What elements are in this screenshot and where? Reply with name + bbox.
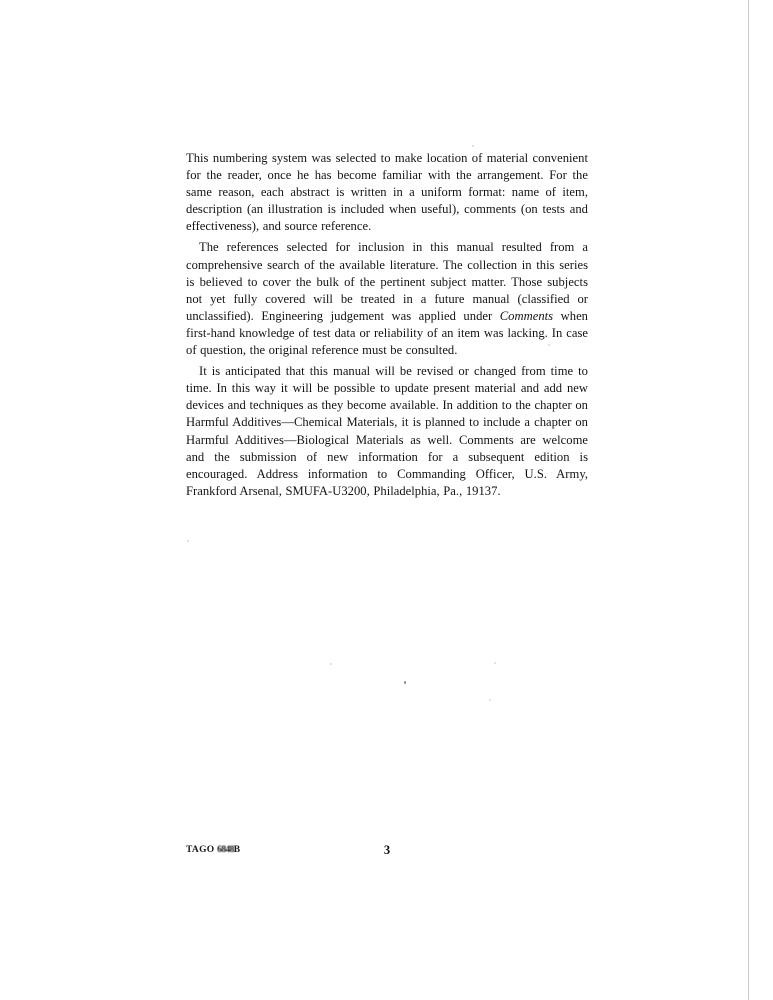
paragraph-references — [186, 239, 588, 359]
footer-code-smudged-digits: 6848 — [217, 845, 234, 855]
scan-speckle — [472, 145, 474, 147]
scan-speckle — [187, 540, 189, 542]
paragraph-references-text-after-italic: when first-hand knowledge of test data or reliability of an item was lacking. In case of question, the original reference must be consulted. — [186, 308, 588, 358]
paragraph-references-text-before-italic: The references selected for inclusion in this manual resulted from a comprehensive search of the available literature. The collection in this series is believed to cover the bulk of the pertinent subject matter. Those subjects not yet fully covered will be treated in a future manual (classified or unclassified). Engineering judgement was applied under — [186, 240, 588, 323]
footer-code-suffix: B — [233, 845, 241, 855]
footer-code-prefix: TAGO — [186, 845, 215, 855]
paragraph-revision-notice: It is anticipated that this manual will be revised or changed from time to time. In this way it will be possible to update present material and add new devices and techniques as they become available. In addition to the chapter on Harmful Additives—Chemical Materials, it is planned to include a chapter on Harmful Additives—Biological Materials as well. Comments are welcome and the submission of new information for a subsequent edition is encouraged. Address information to Commanding Officer, U.S. Army, Frankford Arsenal, SMUFA-U3200, Philadelphia, Pa., 19137. — [186, 364, 588, 498]
page-footer — [186, 843, 588, 861]
scan-speckle — [489, 699, 491, 701]
scan-speckle — [494, 662, 496, 664]
page-number: 3 — [383, 843, 391, 857]
body-text-column — [186, 150, 588, 504]
scan-speckle — [404, 681, 406, 684]
scan-speckle — [548, 344, 550, 346]
scan-edge-line — [748, 0, 749, 1000]
footer-publication-code — [186, 845, 240, 855]
scan-speckle — [330, 663, 332, 665]
paragraph-numbering-system: This numbering system was selected to make location of material convenient for the reader, once he has become familiar with the arrangement. For the same reason, each abstract is written in a uniform format: name of item, description (an illustration is included when useful), comments (on tests and effectiveness), and source reference. — [186, 151, 588, 234]
comments-italic-term: Comments — [499, 308, 554, 323]
